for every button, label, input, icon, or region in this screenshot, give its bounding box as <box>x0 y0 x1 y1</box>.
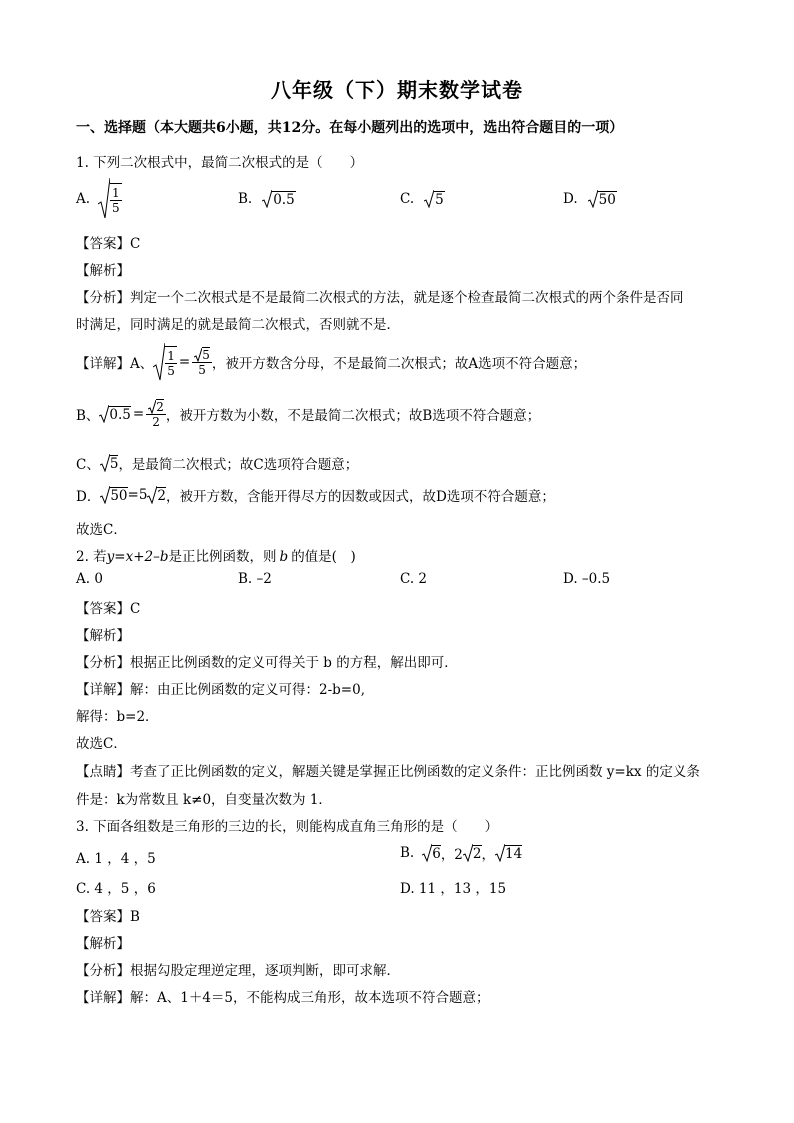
q1-analysis-line2: 时满足，同时满足的就是最简二次根式，否则就不是． <box>76 317 400 333</box>
q2-solve: 解得：b=2． <box>76 709 159 725</box>
q1-option-a <box>76 178 122 220</box>
q3-option-c: C. 4 ，5 ，6 <box>76 881 156 897</box>
sqrt-fraction: $\frac{1}{5}$ <box>98 178 122 220</box>
q3-option-b: B. 6 ，2 2 ， 14 <box>400 845 523 863</box>
page-title: 八年级（下）期末数学试卷 <box>271 78 523 102</box>
q1-analysis-line1: 【分析】判定一个二次根式是不是最简二次根式的方法，就是逐个检查最简二次根式的两个条件是否同 <box>76 290 684 306</box>
radical-sign-icon <box>422 844 432 862</box>
q3-analysis: 【分析】根据勾股定理逆定理，逐项判断，即可求解． <box>76 963 400 979</box>
q1-stem: 1. 下列二次根式中，最简二次根式的是（ ） <box>76 155 364 171</box>
q2-comment-line1: 【点睛】考查了正比例函数的定义，解题关键是掌握正比例函数的定义条件：正比例函数 y=kx 的定义条 <box>76 764 700 780</box>
q1-jiexi: 【解析】 <box>76 263 130 279</box>
radical-sign-icon <box>98 178 110 220</box>
q1-answer: 【答案】C <box>76 236 141 252</box>
radical-sign-icon <box>463 844 473 862</box>
q1-detail-c: C、 5 ，是最简二次根式；故C选项符合题意； <box>76 456 359 473</box>
radical-sign-icon <box>148 400 156 414</box>
q3-detail: 【详解】解：A、1＋4＝5，不能构成三角形，故本选项不符合题意； <box>76 990 490 1006</box>
radical-sign-icon <box>262 190 272 208</box>
radical-sign-icon <box>424 190 434 208</box>
radical-sign-icon <box>153 343 165 381</box>
q2-option-d: D. –0.5 <box>563 571 611 587</box>
q1-detail-b: B、 0.5 = $\frac{2}{2}$ ，被开方数为小数，不是最简二次根式；故B选项不符合题意； <box>76 400 541 429</box>
q1-option-c: C. 5 <box>400 191 444 208</box>
radical-sign-icon <box>100 486 110 504</box>
q1-detail-d: D． 50 =5 2 ，被开方数，含能开得尽方的因数或因式，故D选项不符合题意； <box>76 487 555 505</box>
q2-comment-line2: 件是：k为常数且 k≠0，自变量次数为 1． <box>76 792 332 808</box>
q2-option-a: A. 0 <box>76 571 103 587</box>
radical-sign-icon <box>588 190 598 208</box>
q2-option-c: C. 2 <box>400 571 428 587</box>
q1-conclusion: 故选C． <box>76 522 127 538</box>
option-label: A. <box>76 191 91 207</box>
q1-option-d: D. 50 <box>563 191 616 208</box>
q1-detail-a: 【详解】A、 $\frac{1}{5}$ = $\frac{5}{5}$ ，被开方数含分母，不是最简二次根式；故A选项不符合题意； <box>76 343 586 381</box>
q3-jiexi: 【解析】 <box>76 936 130 952</box>
q2-option-b: B. –2 <box>238 571 272 587</box>
q2-answer: 【答案】C <box>76 601 141 617</box>
q2-jiexi: 【解析】 <box>76 628 130 644</box>
q2-analysis: 【分析】根据正比例函数的定义可得关于 b 的方程，解出即可． <box>76 655 458 671</box>
radical-sign-icon <box>100 454 110 472</box>
radical-sign-icon <box>147 486 157 504</box>
q3-answer: 【答案】B <box>76 909 140 925</box>
section-heading: 一、选择题（本大题共6小题，共12分。在每小题列出的选项中，选出符合题目的一项） <box>76 120 624 136</box>
q3-option-a: A. 1 ，4 ，5 <box>76 851 156 867</box>
radical-sign-icon <box>194 348 202 362</box>
q2-conclusion: 故选C． <box>76 736 127 752</box>
q2-stem: 2. 若y=x+2–b是正比例函数，则 b 的值是( ) <box>76 549 356 565</box>
q1-option-b: B. 0.5 <box>238 191 295 208</box>
q2-detail: 【详解】解：由正比例函数的定义可得：2-b=0, <box>76 682 365 698</box>
radical-sign-icon <box>495 844 505 862</box>
q3-stem: 3. 下面各组数是三角形的三边的长，则能构成直角三角形的是（ ） <box>76 819 499 835</box>
radical-sign-icon <box>99 405 109 423</box>
q3-option-d: D. 11 ，13 ，15 <box>400 881 507 897</box>
